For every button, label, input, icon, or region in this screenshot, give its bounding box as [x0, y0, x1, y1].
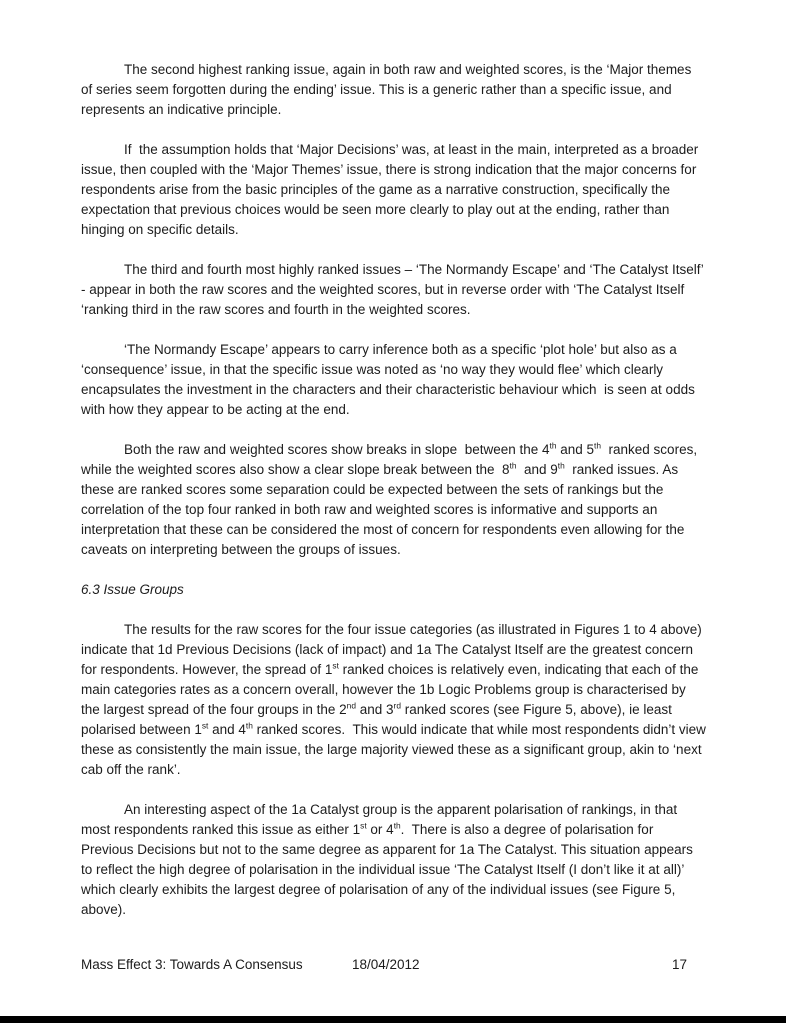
paragraph: [81, 800, 706, 920]
text-run: ranked scores. This would indicate that while most respondents didn’t view these as consistently the main issue, the large majority viewed these as a significant group, akin to ‘next cab off the rank’.: [81, 722, 710, 777]
scan-edge-bar: [0, 1016, 786, 1023]
superscript-ordinal: st: [332, 660, 339, 671]
footer-page-number: 17: [672, 957, 688, 972]
superscript-ordinal: th: [549, 440, 557, 451]
paragraph: [81, 60, 706, 120]
text-run: Both the raw and weighted scores show breaks in slope between the 4: [124, 442, 550, 457]
text-run: The third and fourth most highly ranked issues – ‘The Normandy Escape’ and ‘The Catalyst Itself’ - appear in both the raw scores and the weighted scores, but in reverse order with ‘The Catalyst Itself ‘ranking third in the raw scores and fourth in the weighted scores.: [81, 262, 708, 317]
superscript-ordinal: rd: [393, 700, 401, 711]
footer-date: 18/04/2012: [352, 957, 420, 972]
text-run: The results for the raw scores for the four issue categories (as illustrated in Figures 1 to 4 above) indicate that 1d Previous Decisions (lack of impact) and 1a The Catalyst Itself are the greatest concern for respondents. However, the spread of 1: [81, 622, 706, 677]
superscript-ordinal: st: [201, 720, 209, 731]
superscript-ordinal: th: [393, 820, 401, 831]
superscript-ordinal: th: [594, 440, 602, 451]
section-heading: 6.3 Issue Groups: [81, 582, 184, 597]
text-run: ranked scores (see Figure 5, above), ie least polarised between 1: [81, 702, 676, 737]
paragraph: [81, 440, 706, 560]
text-run: and 9: [516, 462, 558, 477]
page-footer: [0, 955, 786, 975]
text-run: and 4: [208, 722, 246, 737]
text-run: If the assumption holds that ‘Major Decisions’ was, at least in the main, interpreted as a broader issue, then coupled with the ‘Major Themes’ issue, there is strong indication that the major concerns for respondents arise from the basic principles of the game as a narrative construction, specifically the expectation that previous choices would be seen more clearly to play out at the ending, rather than hinging on specific details.: [81, 142, 703, 237]
page-content: [81, 60, 710, 940]
paragraph: [81, 340, 706, 420]
superscript-ordinal: th: [557, 460, 565, 471]
superscript-ordinal: th: [509, 460, 517, 471]
text-run: . There is also a degree of polarisation for Previous Decisions but not to the same degree as apparent for 1a The Catalyst. This situation appears to reflect the high degree of polarisation in the individual issue ‘The Catalyst Itself (I don’t like it at all)’ which clearly exhibits the largest degree of polarisation of any of the individual issues (see Figure 5, above).: [81, 822, 697, 917]
paragraph: [81, 620, 710, 780]
text-run: and 5: [556, 442, 595, 457]
text-run: The second highest ranking issue, again in both raw and weighted scores, is the ‘Major themes of series seem forgotten during the ending’ issue. This is a generic rather than a specific issue, and represents an indicative principle.: [81, 62, 696, 117]
superscript-ordinal: th: [245, 720, 253, 731]
text-run: or 4: [366, 822, 394, 837]
text-run: ranked issues. As these are ranked scores some separation could be expected between the sets of rankings but the correlation of the top four ranked in both raw and weighted scores is informative and supports an interpretation that these can be considered the most of concern for respondents even allowing for the caveats on interpreting between the groups of issues.: [81, 462, 689, 557]
footer-document-title: Mass Effect 3: Towards A Consensus: [81, 957, 303, 972]
text-run: ranked scores, while the weighted scores also show a clear slope break between the 8: [81, 442, 701, 477]
text-run: ‘The Normandy Escape’ appears to carry inference both as a specific ‘plot hole’ but also as a ‘consequence’ issue, in that the specific issue was noted as ‘no way they would flee’ which clearly encapsulates the investment in the characters and their characteristic behaviour which is seen at odds with how they appear to be acting at the end.: [81, 342, 699, 417]
text-run: and 3: [355, 702, 394, 717]
superscript-ordinal: st: [360, 820, 367, 831]
paragraph: [81, 260, 706, 320]
text-run: ranked choices is relatively even, indicating that each of the main categories rates as a concern overall, however the 1b Logic Problems group is characterised by the largest spread of the four groups in the 2: [81, 662, 703, 717]
superscript-ordinal: nd: [346, 700, 356, 711]
text-run: An interesting aspect of the 1a Catalyst group is the apparent polarisation of rankings, in that most respondents ranked this issue as either 1: [81, 802, 681, 837]
paragraph: [81, 140, 706, 240]
